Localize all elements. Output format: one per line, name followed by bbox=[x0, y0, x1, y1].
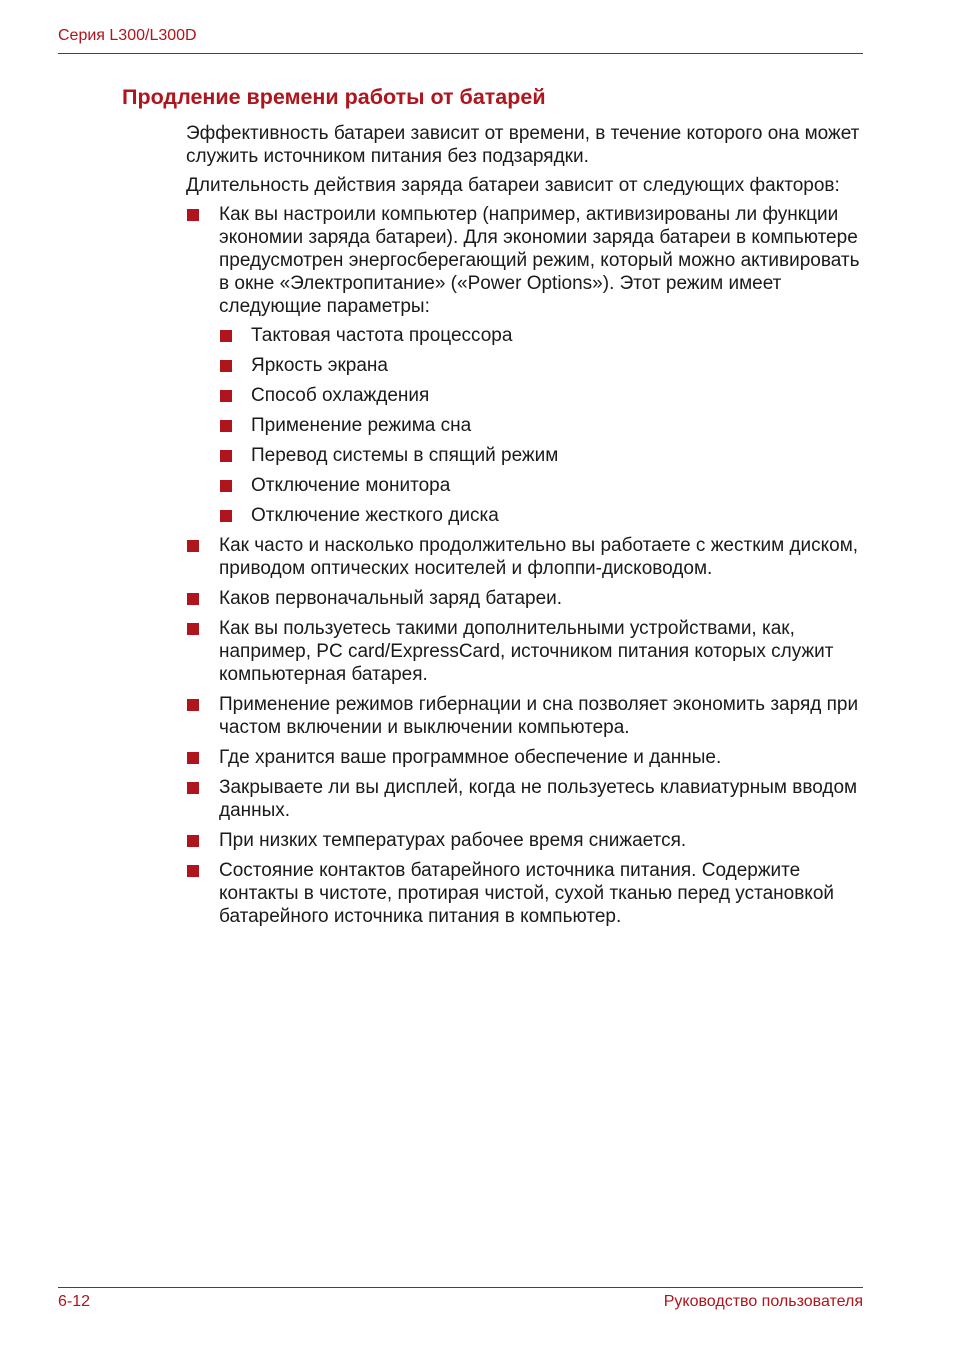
square-bullet-icon bbox=[187, 623, 199, 635]
square-bullet-icon bbox=[220, 510, 232, 522]
list-item-text: Каков первоначальный заряд батареи. bbox=[219, 588, 563, 609]
square-bullet-icon bbox=[220, 360, 232, 372]
square-bullet-icon bbox=[187, 699, 199, 711]
sub-list-item bbox=[219, 504, 866, 527]
list-item-text: Применение режимов гибернации и сна позволяет экономить заряд при частом включении и выключении компьютера. bbox=[219, 694, 859, 738]
list-item bbox=[186, 617, 866, 686]
header-divider bbox=[58, 53, 863, 54]
sub-list-item bbox=[219, 384, 866, 407]
sub-list-item-text: Яркость экрана bbox=[251, 355, 388, 376]
sub-list-item bbox=[219, 354, 866, 377]
list-item-text: Как часто и насколько продолжительно вы работаете с жестким диском, приводом оптических носителей и флоппи-дисководом. bbox=[219, 535, 859, 579]
list-item-text: При низких температурах рабочее время снижается. bbox=[219, 830, 687, 851]
section-title: Продление времени работы от батарей bbox=[122, 85, 546, 109]
square-bullet-icon bbox=[220, 450, 232, 462]
sub-list-item-text: Отключение монитора bbox=[251, 475, 451, 496]
page-number: 6-12 bbox=[58, 1293, 91, 1310]
list-item-text: Состояние контактов батарейного источника питания. Содержите контакты в чистоте, протирая чистой, сухой тканью перед установкой батарейного источника питания в компьютер. bbox=[219, 860, 835, 927]
footer-divider bbox=[58, 1287, 863, 1288]
list-item bbox=[186, 203, 866, 527]
sub-list-item-text: Способ охлаждения bbox=[251, 385, 430, 406]
list-item bbox=[186, 693, 866, 739]
sub-list-item-text: Отключение жесткого диска bbox=[251, 505, 499, 526]
list-item bbox=[186, 587, 866, 610]
square-bullet-icon bbox=[187, 209, 199, 221]
square-bullet-icon bbox=[187, 835, 199, 847]
square-bullet-icon bbox=[220, 390, 232, 402]
list-item bbox=[186, 746, 866, 769]
square-bullet-icon bbox=[187, 782, 199, 794]
list-item-text: Закрываете ли вы дисплей, когда не пользуетесь клавиатурным вводом данных. bbox=[219, 777, 858, 821]
square-bullet-icon bbox=[220, 330, 232, 342]
list-item-text: Как вы настроили компьютер (например, активизированы ли функции экономии заряда батареи). Для экономии заряда батареи в компьютере предусмотрен энергосберегающий режим, который можно активировать в окне «Электропитание» («Power Options»). Этот режим имеет следующие параметры: bbox=[219, 204, 860, 317]
body-content bbox=[186, 122, 866, 935]
sub-list-item-text: Перевод системы в спящий режим bbox=[251, 445, 559, 466]
list-item bbox=[186, 859, 866, 928]
square-bullet-icon bbox=[187, 593, 199, 605]
square-bullet-icon bbox=[220, 480, 232, 492]
sub-list-item bbox=[219, 444, 866, 467]
list-item-text: Где хранится ваше программное обеспечение и данные. bbox=[219, 747, 722, 768]
sub-list-item bbox=[219, 474, 866, 497]
footer-manual-title: Руководство пользователя bbox=[663, 1293, 863, 1310]
square-bullet-icon bbox=[187, 865, 199, 877]
square-bullet-icon bbox=[187, 540, 199, 552]
list-item bbox=[186, 776, 866, 822]
paragraph: Эффективность батареи зависит от времени, в течение которого она может служить источником питания без подзарядки. bbox=[186, 123, 860, 167]
list-item bbox=[186, 829, 866, 852]
sub-list-item-text: Применение режима сна bbox=[251, 415, 472, 436]
power-options-list bbox=[219, 324, 866, 527]
paragraph: Длительность действия заряда батареи зависит от следующих факторов: bbox=[186, 175, 840, 196]
sub-list-item-text: Тактовая частота процессора bbox=[251, 325, 513, 346]
factor-list bbox=[186, 203, 866, 928]
list-item-text: Как вы пользуетесь такими дополнительными устройствами, как, например, PC card/ExpressCard, источником питания которых служит компьютерная батарея. bbox=[219, 618, 834, 685]
running-header: Серия L300/L300D bbox=[58, 27, 197, 44]
square-bullet-icon bbox=[220, 420, 232, 432]
sub-list-item bbox=[219, 324, 866, 347]
list-item bbox=[186, 534, 866, 580]
square-bullet-icon bbox=[187, 752, 199, 764]
sub-list-item bbox=[219, 414, 866, 437]
